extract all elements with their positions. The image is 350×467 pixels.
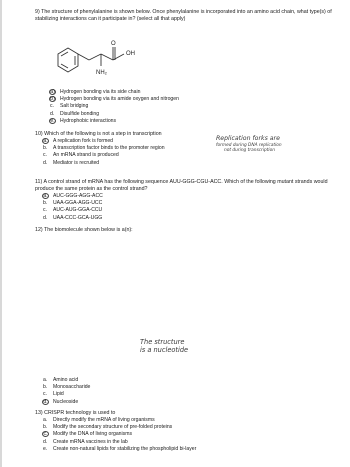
answer-circle: d.: [43, 398, 48, 405]
question-10: [35, 131, 235, 138]
option-11b[interactable]: b. UAA-GGA-AGG-UCC: [43, 200, 103, 207]
question-9: [35, 9, 335, 23]
question-13: [35, 410, 235, 417]
answer-circle: c.: [43, 431, 48, 438]
option-9e[interactable]: e. Hydrophobic interactions: [50, 117, 117, 124]
option-9b[interactable]: b) Hydrogen bonding via its amide oxygen and nitrogen: [50, 96, 179, 103]
option-12b[interactable]: b. Monosaccharide: [43, 384, 91, 391]
option-10a[interactable]: a. A replication fork is formed: [43, 138, 114, 144]
question-11: [35, 179, 335, 193]
answer-circle: a.: [43, 193, 48, 199]
option-9c[interactable]: c. Salt bridging: [50, 103, 89, 110]
answer-circle: b): [50, 96, 55, 103]
question-9-stem: 9) The structure of phenylalanine is shown below. Once phenylalanine is incorporated into an amino acid chain, what type(s) of stabilizing interactions can it participate in? (select all that apply): [35, 9, 332, 22]
option-11a[interactable]: a. AUC-GGG-AGG-ACC: [43, 193, 103, 199]
question-10-options: [43, 138, 203, 167]
phenylalanine-structure: [56, 38, 206, 86]
option-13b[interactable]: b. Modify the secondary structure of pre-folded proteins: [43, 424, 173, 431]
option-11c[interactable]: c. AUC-AUG-GGA-CCU: [43, 207, 103, 214]
option-13c[interactable]: c. Modify the DNA of living organisms: [43, 431, 132, 438]
question-11-stem: 11) A control strand of mRNA has the following sequence AUU-GGG-CGU-ACC. Which of the following mutant strands would produce the same protein as the control strand?: [35, 179, 328, 192]
option-13e[interactable]: e. Create non-natural lipids for stabilizing the phospholipid bi-layer: [43, 445, 197, 452]
option-11d[interactable]: d. UAA-CCC-GCA-UGG: [43, 214, 103, 221]
question-12-stem: 12) The biomolecule shown below is a(n):: [35, 227, 133, 233]
option-9d[interactable]: d. Disulfide bonding: [50, 110, 100, 117]
answer-circle: e.: [50, 117, 55, 124]
question-12-options: [43, 377, 143, 406]
molecule-label-oh: OH: [126, 51, 135, 57]
option-10b[interactable]: b. A transcription factor binds to the promoter region: [43, 145, 165, 152]
question-13-stem: 13) CRISPR technology is used to: [35, 410, 116, 416]
option-9a[interactable]: a) Hydrogen bonding via its side chain: [50, 89, 141, 95]
question-10-stem: 10) Which of the following is not a step in transcription: [35, 131, 162, 137]
answer-circle: a.: [43, 138, 48, 144]
page-left-edge: [0, 0, 2, 467]
question-11-options: [43, 193, 163, 222]
option-12d[interactable]: d. Nucleoside: [43, 398, 79, 405]
question-13-options: [43, 417, 333, 453]
answer-circle: a): [50, 89, 55, 95]
option-10d[interactable]: d. Mediator is recruited: [43, 159, 100, 166]
option-10c[interactable]: c. An mRNA strand is produced: [43, 152, 119, 159]
molecule-label-o: O: [111, 41, 116, 47]
question-12: [35, 227, 235, 234]
handwritten-note-q12: The structure is a nucleotide: [140, 338, 189, 354]
option-12c[interactable]: c. Lipid: [43, 391, 64, 398]
option-13d[interactable]: d. Create mRNA vaccines in the lab: [43, 438, 128, 445]
molecule-label-nh2: NH₂: [96, 70, 107, 76]
option-12a[interactable]: a. Amino acid: [43, 377, 79, 383]
handwritten-note-q10: Replication forks are formed during DNA replication not during transcription: [216, 135, 282, 153]
option-13a[interactable]: a. Directly modify the mRNA of living organisms: [43, 417, 155, 423]
question-9-options: [50, 89, 300, 125]
